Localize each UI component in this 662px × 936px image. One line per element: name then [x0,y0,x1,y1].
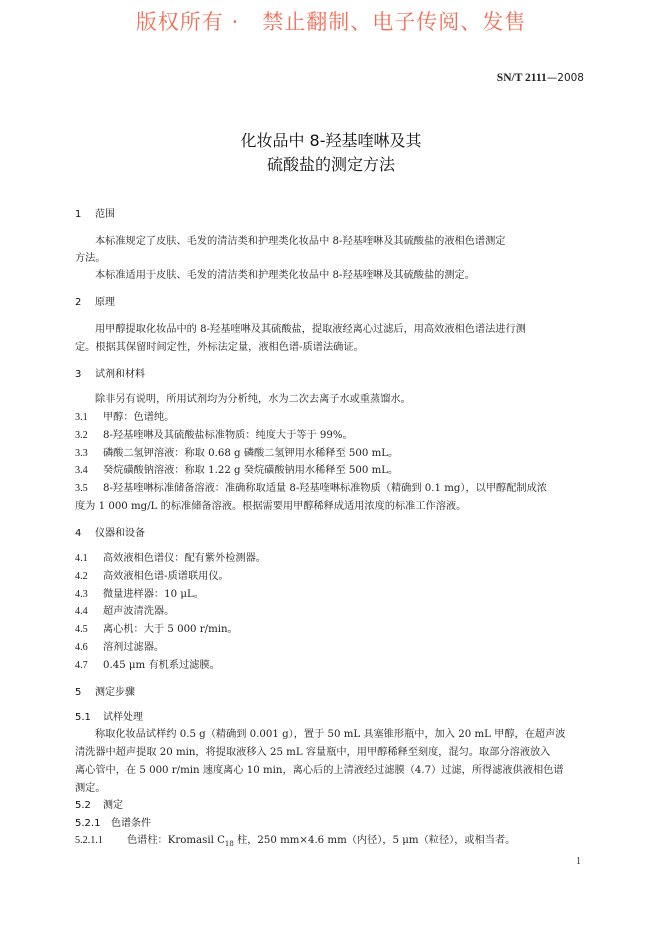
subsection-5-2-heading: 5.2 测定 [75,800,123,811]
list-item-4-4: 4.4 超声波清洗器。 [75,606,175,617]
copyright-watermark: 版权所有 · 禁止翻制、电子传阅、发售 [135,10,527,34]
page-number: 1 [576,856,581,867]
section-4-heading: 4 仪器和设备 [75,528,145,539]
document-title-line2: 硫酸盐的测定方法 [266,155,395,174]
list-item-3-4: 3.4 癸烷磺酸钠溶液：称取 1.22 g 癸烷磺酸钠用水稀释至 500 mL。 [75,465,399,476]
section-5-1-paragraph-line-2: 清洗器中超声提取 20 min，将提取液移入 25 mL 容量瓶中，用甲醇稀释至刻度，混匀。取部分溶液放入 [75,747,551,758]
list-item-3-1: 3.1 甲醇：色谱纯。 [75,412,175,423]
section-5-1-paragraph-line-3: 离心管中，在 5 000 r/min 速度离心 10 min，离心后的上清液经过滤膜（4.7）过滤，所得滤液供液相色谱 [75,765,564,776]
section-1-paragraph-1-line-1: 本标准规定了皮肤、毛发的清洁类和护理类化妆品中 8-羟基喹啉及其硫酸盐的液相色谱测定 [95,236,506,247]
standard-number: SN/T 2111 [496,72,547,84]
section-2-paragraph-line-1: 用甲醇提取化妆品中的 8-羟基喹啉及其硫酸盐，提取液经离心过滤后，用高效液相色谱法进行测 [95,324,526,335]
standard-year: 2008 [557,72,584,84]
subsection-5-2-1-heading: 5.2.1 色谱条件 [75,818,151,829]
list-item-4-6: 4.6 溶剂过滤器。 [75,642,165,653]
section-1-paragraph-1-line-2: 方法。 [75,253,106,264]
section-5-1-paragraph-line-1: 称取化妆品试样约 0.5 g（精确到 0.001 g），置于 50 mL 具塞锥形瓶中，加入 20 mL 甲醇，在超声波 [95,729,566,740]
standard-dash: — [546,72,558,84]
standard-code [497,72,584,84]
list-item-3-3: 3.3 磷酸二氢钾溶液：称取 0.68 g 磷酸二氢钾用水稀释至 500 mL。 [75,448,399,459]
section-1-paragraph-2: 本标准适用于皮肤、毛发的清洁类和护理类化妆品中 8-羟基喹啉及其硫酸盐的测定。 [95,270,475,281]
list-item-4-7: 4.7 0.45 μm 有机系过滤膜。 [75,660,220,671]
list-item-3-5: 3.5 8-羟基喹啉标准储备溶液：准确称取适量 8-羟基喹啉标准物质（精确到 0.1 mg），以甲醇配制成浓 [75,483,547,494]
subsection-5-1-heading: 5.1 试样处理 [75,712,143,723]
section-3-intro: 除非另有说明，所用试剂均为分析纯，水为二次去离子水或重蒸馏水。 [95,394,411,405]
list-item-3-5-continued: 度为 1 000 mg/L 的标准储备溶液。根据需要用甲醇稀释成适用浓度的标准工作溶液。 [75,501,467,512]
list-item-4-5: 4.5 离心机：大于 5 000 r/min。 [75,624,238,635]
section-2-heading: 2 原理 [75,297,115,308]
section-3-heading: 3 试剂和材料 [75,369,145,380]
list-item-4-3: 4.3 微量进样器：10 μL。 [75,589,204,600]
section-5-1-paragraph-line-4: 测定。 [75,783,106,794]
list-item-4-1: 4.1 高效液相色谱仪：配有紫外检测器。 [75,553,266,564]
clause-5-2-1-1: 5.2.1.1 色谱柱：Kromasil $C_{18}$ 柱，250 mm×4.6 mm（内径），5 μm（粒径），或相当者。 [75,835,516,849]
section-5-heading: 5 测定步骤 [75,687,135,698]
document-title-line1: 化妆品中 8-羟基喹啉及其 [240,131,422,150]
list-item-3-2: 3.2 8-羟基喹啉及其硫酸盐标准物质：纯度大于等于 99%。 [75,430,353,441]
list-item-4-2: 4.2 高效液相色谱-质谱联用仪。 [75,571,229,582]
section-1-heading: 1 范围 [75,209,115,220]
section-2-paragraph-line-2: 定。根据其保留时间定性，外标法定量，液相色谱-质谱法确证。 [75,342,364,353]
